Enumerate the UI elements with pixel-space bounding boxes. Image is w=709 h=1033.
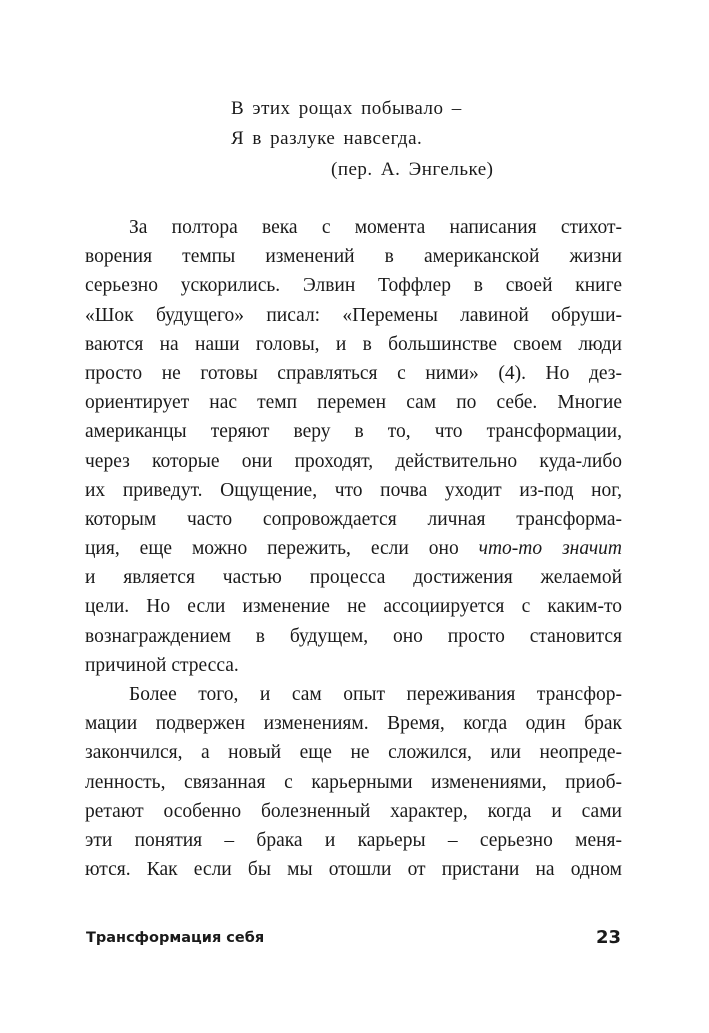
text-line: ворения темпы изменений в американской жизни — [85, 246, 622, 268]
text-line: Более того, и сам опыт переживания трансфор- — [129, 684, 622, 705]
text-line: ются. Как если бы мы отошли от пристани на одном — [85, 859, 622, 881]
text-line: цели. Но если изменение не ассоциируется с каким-то — [85, 596, 622, 618]
text-line: и является частью процесса достижения желаемой — [85, 567, 622, 589]
text-line — [85, 534, 622, 563]
text-line: ленность, связанная с карьерными изменениями, приоб- — [85, 771, 622, 793]
text-line: эти понятия – брака и карьеры – серьезно меня- — [85, 829, 622, 851]
text-line: их приведут. Ощущение, что почва уходит из-под ног, — [85, 479, 622, 501]
italic-emphasis: что-то значит — [478, 538, 622, 560]
text-segment: ция, еще можно пережить, если оно — [85, 538, 479, 560]
text-line: через которые они проходят, действительно куда-либо — [85, 450, 622, 472]
poem-line: В этих рощах побывало – — [231, 98, 462, 119]
text-line: серьезно ускорились. Элвин Тоффлер в своей книге — [85, 275, 622, 297]
text-line: ориентирует нас темп перемен сам по себе. Многие — [85, 392, 622, 414]
body-text — [85, 213, 622, 884]
text-line: «Шок будущего» писал: «Перемены лавиной обруши- — [85, 304, 622, 326]
text-line: ваются на наши головы, и в большинстве своем люди — [85, 333, 622, 355]
text-line: просто не готовы справляться с ними» (4). Но дез- — [85, 362, 622, 384]
running-footer-title: Трансформация себя — [86, 930, 265, 946]
text-line: ретают особенно болезненный характер, когда и сами — [85, 800, 622, 822]
translator-credit: (пер. А. Энгельке) — [331, 159, 494, 180]
page-number: 23 — [595, 927, 621, 948]
text-line: За полтора века с момента написания стихот- — [129, 217, 622, 238]
text-line: закончился, а новый еще не сложился, или неопреде- — [85, 742, 622, 764]
poem-line: Я в разлуке навсегда. — [231, 127, 423, 149]
text-line: причиной стресса. — [85, 654, 239, 676]
text-line: которым часто сопровождается личная трансформа- — [85, 508, 622, 530]
epigraph-poem — [231, 94, 462, 153]
text-line: мации подвержен изменениям. Время, когда один брак — [85, 713, 622, 735]
text-line: вознаграждением в будущем, оно просто становится — [85, 625, 622, 647]
text-line: американцы теряют веру в то, что трансформации, — [85, 421, 622, 443]
